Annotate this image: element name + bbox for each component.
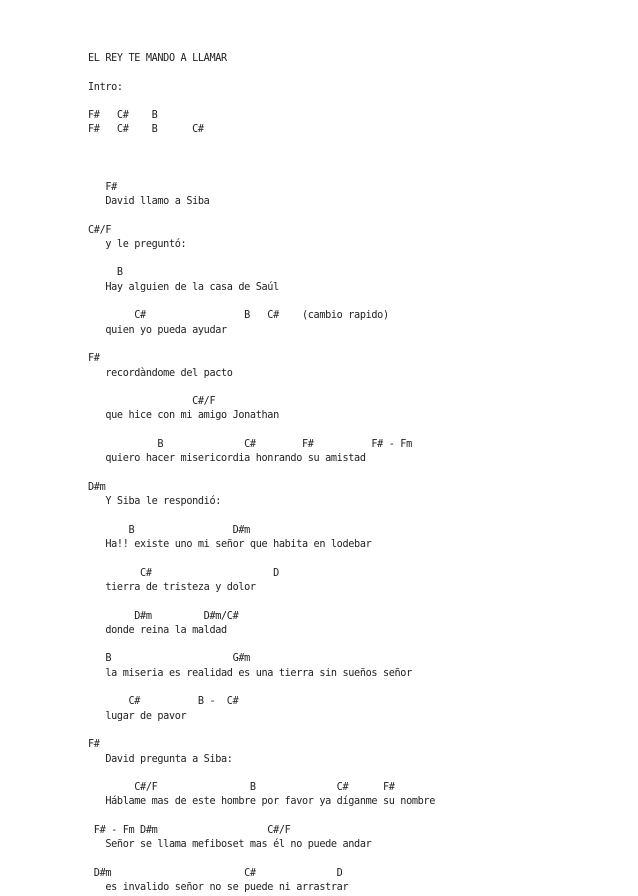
sheet-line: Intro: [88,81,123,93]
sheet-line: recordàndome del pacto [88,367,233,379]
sheet-line: y le preguntó: [88,238,187,250]
sheet-line [88,810,608,824]
sheet-line [88,252,608,266]
sheet-line: Háblame mas de este hombre por favor ya díganme su nombre [88,796,436,808]
sheet-line: Hay alguien de la casa de Saúl [88,281,279,293]
sheet-line: C#/F [88,224,112,236]
sheet-line: Señor se llama mefiboset mas él no puede andar [88,839,372,851]
sheet-line: David pregunta a Siba: [88,753,233,765]
sheet-line: lugar de pavor [88,710,187,722]
sheet-line: C#/F B C# F# [88,782,395,794]
sheet-line: B D#m [88,524,250,536]
sheet-line: F# C# B C# [88,124,204,136]
sheet-line: Y Siba le respondió: [88,496,222,508]
sheet-line [88,767,608,781]
sheet-line [88,638,608,652]
sheet-line [88,552,608,566]
sheet-line [88,95,608,109]
sheet-line [88,595,608,609]
sheet-line: F# [88,353,100,365]
sheet-line [88,724,608,738]
song-title: EL REY TE MANDO A LLAMAR [88,53,227,64]
sheet-line: C# B - C# [88,696,239,708]
sheet-line [88,66,608,80]
sheet-line [88,138,608,152]
sheet-line: C# B C# (cambio rapido) [88,310,389,322]
sheet-line: C#/F [88,396,216,408]
sheet-line: F# - Fm D#m C#/F [88,825,291,837]
sheet-line: F# [88,181,117,193]
sheet-line [88,681,608,695]
sheet-line: B G#m [88,653,250,665]
sheet-line [88,853,608,867]
sheet-line: la miseria es realidad es una tierra sin sueños señor [88,667,412,679]
sheet-line: F# C# B [88,110,158,122]
sheet-line: David llamo a Siba [88,195,210,207]
sheet-line: B C# F# F# - Fm [88,439,412,451]
sheet-line [88,381,608,395]
sheet-line [88,209,608,223]
sheet-line [88,338,608,352]
sheet-line: C# D [88,567,279,579]
sheet-line: es invalido señor no se puede ni arrastrar [88,882,349,894]
sheet-line: quiero hacer misericordia honrando su amistad [88,453,366,465]
sheet-line: Ha!! existe uno mi señor que habita en lodebar [88,539,372,551]
sheet-line: D#m D#m/C# [88,610,239,622]
sheet-line [88,424,608,438]
sheet-line: que hice con mi amigo Jonathan [88,410,279,422]
sheet-line: B [88,267,123,279]
sheet-line [88,467,608,481]
sheet-line [88,295,608,309]
sheet-line [88,510,608,524]
sheet-line: quien yo pueda ayudar [88,324,227,336]
sheet-line: donde reina la maldad [88,624,227,636]
sheet-line: D#m C# D [88,867,343,879]
sheet-line: F# [88,739,100,751]
sheet-line: D#m [88,481,106,493]
sheet-line [88,166,608,180]
chord-sheet [88,52,608,896]
sheet-line: tierra de tristeza y dolor [88,581,256,593]
sheet-line [88,152,608,166]
